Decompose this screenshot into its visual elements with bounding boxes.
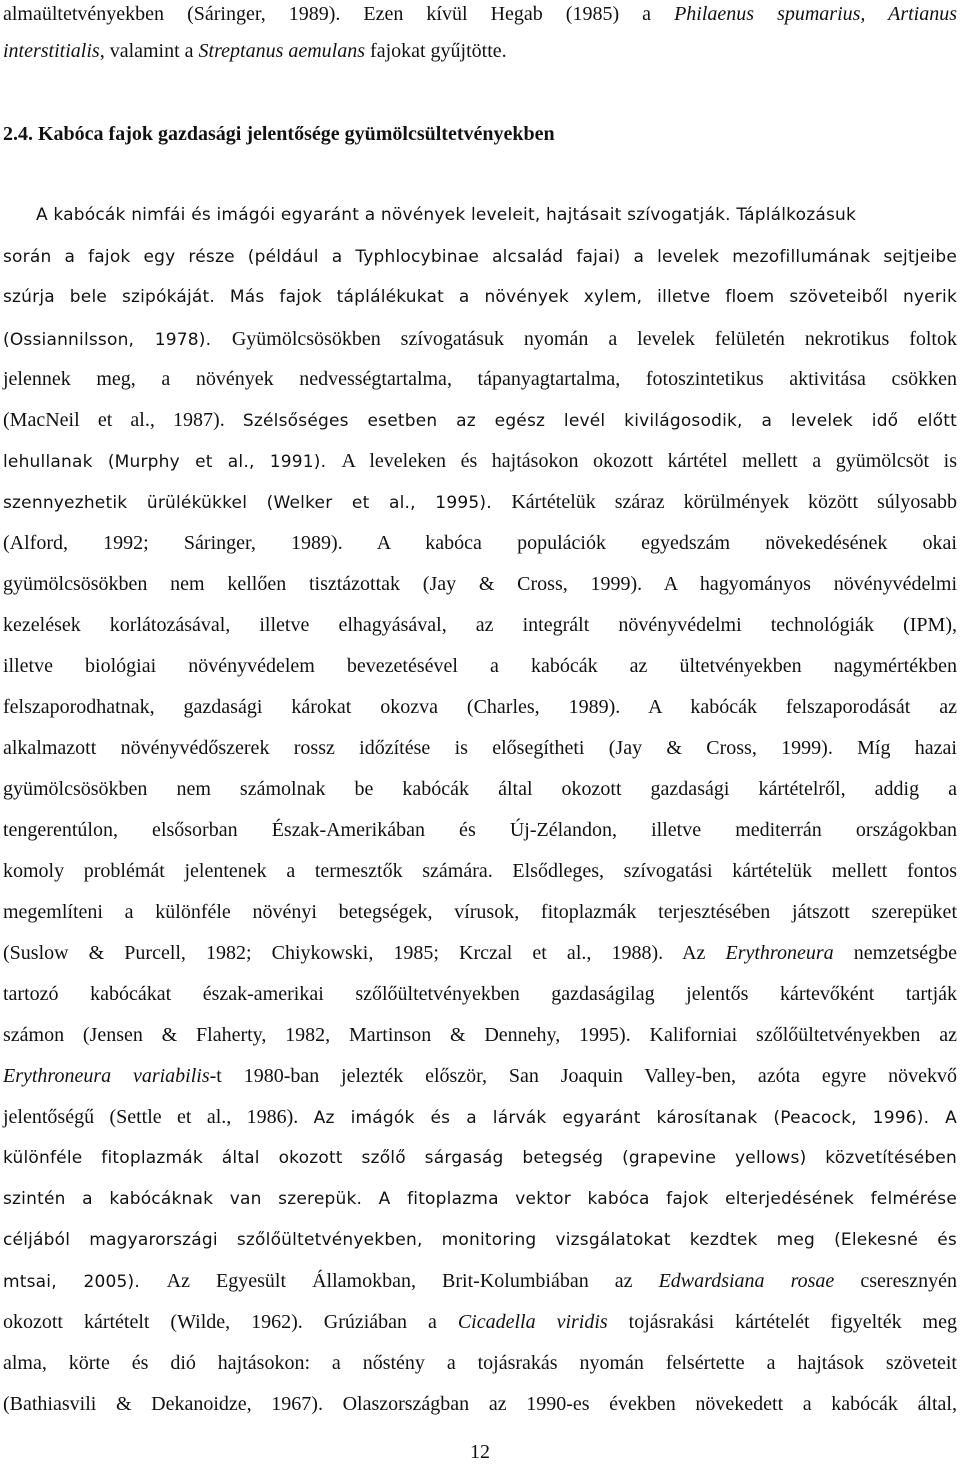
text-segment: Az imágók és a lárvák egyaránt károsítanak (Peacock, 1996). A	[313, 1108, 957, 1128]
text-line	[3, 736, 957, 760]
text-segment: Gyümölcsösökben szívogatásuk nyomán a levelek felületén nekrotikus foltok	[231, 328, 957, 350]
text-line	[3, 654, 957, 678]
text-segment: tojásrakási kártételét figyelték meg	[607, 1311, 957, 1333]
text-segment: különféle fitoplazmák által okozott szőlő sárgaság betegség (grapevine yellows) közvetítésében	[3, 1148, 957, 1168]
text-line	[3, 531, 957, 555]
text-segment: alma, körte és dió hajtásokon: a nőstény a tojásrakás nyomán felsértette a hajtások szöveteit	[3, 1352, 957, 1374]
text-segment: almaültetvényekben (Sáringer, 1989). Ezen kívül Hegab (1985) a	[3, 3, 675, 25]
species-name: Philaenus spumarius, Artianus	[674, 3, 958, 25]
text-line	[3, 1228, 957, 1252]
text-segment: tengerentúlon, elsősorban Észak-Amerikában és Új-Zélandon, illetve mediterrán országokban	[3, 819, 957, 841]
text-segment: fajokat gyűjtötte.	[365, 40, 507, 62]
text-segment: szúrja bele szipókáját. Más fajok táplálékukat a növények xylem, illetve floem szöveteiből nyerik	[3, 287, 957, 307]
text-line	[3, 1351, 957, 1375]
text-segment: szintén a kabócáknak van szerepük. A fitoplazma vektor kabóca fajok elterjedésének felmérése	[3, 1189, 957, 1209]
text-line	[3, 1105, 957, 1130]
text-segment: (Alford, 1992; Sáringer, 1989). A kabóca populációk egyedszám növekedésének okai	[3, 532, 957, 554]
page-number: 12	[470, 1441, 490, 1463]
text-segment: jelentőségű (Settle et al., 1986).	[3, 1106, 314, 1128]
text-segment: A kabócák nimfái és imágói egyaránt a növények leveleit, hajtásait szívogatják. Táplálkozásuk	[36, 205, 857, 225]
text-segment: megemlíteni a különféle növényi betegségek, vírusok, fitoplazmák terjesztésében játszott szerepüket	[3, 901, 957, 923]
text-line	[3, 818, 957, 842]
text-segment: -t 1980-ban jelezték először, San Joaquin Valley-ben, azóta egyre növekvő	[209, 1065, 957, 1087]
text-line	[3, 1023, 957, 1047]
species-name: interstitialis	[3, 40, 100, 62]
text-line	[3, 245, 957, 269]
text-segment: Kártételük száraz körülmények között súlyosabb	[511, 491, 957, 513]
text-segment: tartozó kabócákat észak-amerikai szőlőültetvényekben gazdaságilag jelentős kártevőként tartják	[3, 983, 957, 1005]
text-line	[3, 777, 957, 801]
text-line	[3, 695, 957, 719]
text-line	[3, 1146, 957, 1170]
species-name: Erythroneura variabilis	[3, 1065, 210, 1087]
text-line	[3, 39, 957, 63]
text-line	[3, 941, 957, 965]
text-segment: illetve biológiai növényvédelem bevezetésével a kabócák az ültetvényekben nagymértékben	[3, 655, 957, 677]
text-line	[3, 285, 957, 309]
text-segment: komoly problémát jelentenek a termesztők számára. Elsődleges, szívogatási kártételük mellett fontos	[3, 860, 957, 882]
text-segment: okozott kártételt (Wilde, 1962). Grúziában a	[3, 1311, 458, 1333]
text-line	[3, 859, 957, 883]
text-segment: céljából magyarországi szőlőültetvényekben, monitoring vizsgálatokat kezdtek meg (Elekesné és	[3, 1230, 957, 1250]
text-segment: számon (Jensen & Flaherty, 1982, Martinson & Dennehy, 1995). Kaliforniai szőlőültetvényekben az	[3, 1024, 957, 1046]
text-segment: (Suslow & Purcell, 1982; Chiykowski, 1985; Krczal et al., 1988). Az	[3, 942, 726, 964]
species-name: Streptanus aemulans	[198, 40, 366, 62]
text-segment: (Ossiannilsson, 1978).	[3, 330, 232, 350]
text-segment: , valamint a	[99, 40, 199, 62]
text-segment: jelennek meg, a növények nedvességtartalma, tápanyagtartalma, fotoszintetikus aktivitása csökken	[3, 368, 957, 390]
text-segment: (MacNeil et al., 1987).	[3, 409, 243, 431]
text-segment: kezelések korlátozásával, illetve elhagyásával, az integrált növényvédelmi technológiák (IPM),	[3, 614, 957, 636]
text-line	[3, 490, 957, 515]
text-segment: lehullanak (Murphy et al., 1991).	[3, 452, 342, 472]
text-line	[3, 1064, 957, 1088]
text-segment: gyümölcsösökben nem kellően tisztázottak (Jay & Cross, 1999). A hagyományos növényvédelmi	[3, 573, 957, 595]
species-name: Cicadella viridis	[457, 1311, 608, 1333]
text-line	[3, 367, 957, 391]
text-line	[3, 2, 957, 26]
text-line	[3, 982, 957, 1006]
section-heading: 2.4. Kabóca fajok gazdasági jelentősége gyümölcsültetvényekben	[3, 123, 555, 145]
text-segment: felszaporodhatnak, gazdasági károkat okozva (Charles, 1989). A kabócák felszaporodását az	[3, 696, 957, 718]
text-segment: (Bathiasvili & Dekanoidze, 1967). Olaszországban az 1990-es években növekedett a kabócák által,	[3, 1393, 957, 1415]
text-line	[3, 449, 957, 474]
text-line	[3, 327, 957, 352]
text-segment: alkalmazott növényvédőszerek rossz időzítése is elősegítheti (Jay & Cross, 1999). Míg hazai	[3, 737, 957, 759]
text-line	[3, 408, 957, 433]
text-segment: cseresznyén	[834, 1270, 957, 1292]
text-segment: Az Egyesült Államokban, Brit-Kolumbiában az	[166, 1270, 659, 1292]
text-segment: szennyezhetik ürülékükkel (Welker et al., 1995).	[3, 493, 512, 513]
text-segment: nemzetségbe	[833, 942, 958, 964]
genus-name: Erythroneura	[725, 942, 834, 964]
text-segment: során a fajok egy része (például a Typhlocybinae alcsalád fajai) a levelek mezofillumának sejtjeibe	[3, 247, 957, 267]
text-line	[3, 1310, 957, 1334]
text-segment: Szélsőséges esetben az egész levél kivilágosodik, a levelek idő előtt	[242, 411, 957, 431]
species-name: Edwardsiana rosae	[658, 1270, 835, 1292]
text-line	[3, 900, 957, 924]
text-line	[3, 1269, 957, 1294]
text-line	[3, 613, 957, 637]
text-line	[36, 203, 957, 227]
text-segment: A leveleken és hajtásokon okozott kártétel mellett a gyümölcsöt is	[341, 450, 957, 472]
text-line	[3, 1392, 957, 1416]
text-segment: mtsai, 2005).	[3, 1272, 167, 1292]
text-line	[3, 1187, 957, 1211]
text-segment: gyümölcsösökben nem számolnak be kabócák által okozott gazdasági kártételről, addig a	[3, 778, 957, 800]
text-line	[3, 572, 957, 596]
